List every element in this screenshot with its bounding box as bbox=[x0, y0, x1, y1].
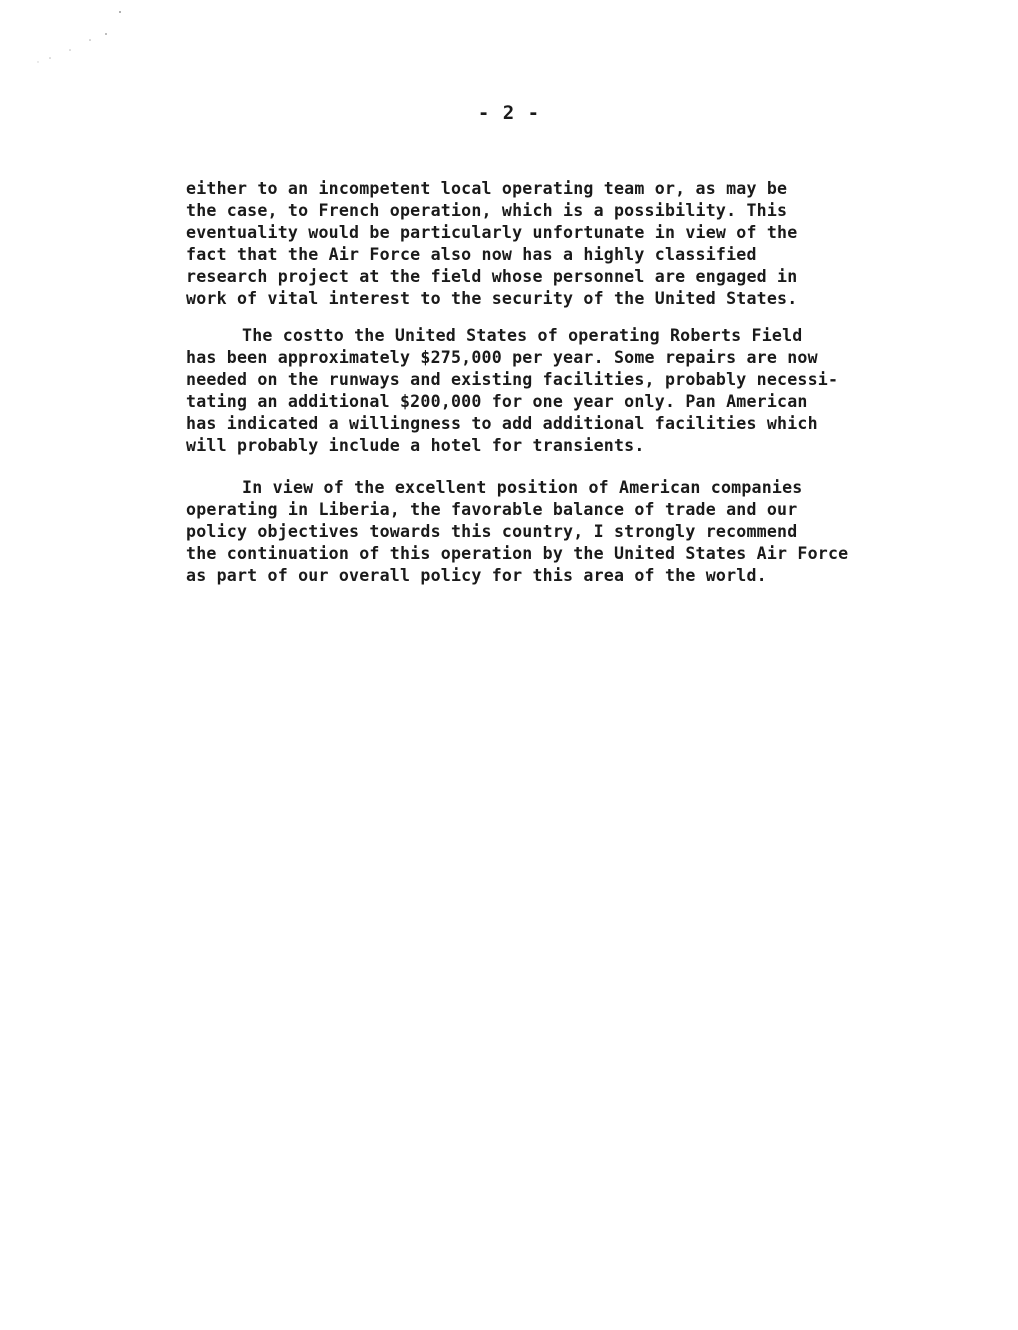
paragraph-2-line-5: has indicated a willingness to add additional facilities which bbox=[186, 414, 818, 433]
paragraph-3-line-5: as part of our overall policy for this area of the world. bbox=[186, 566, 767, 585]
paragraph-1-line-4: fact that the Air Force also now has a highly classified bbox=[186, 245, 757, 264]
paragraph-1-line-3: eventuality would be particularly unfortunate in view of the bbox=[186, 223, 798, 242]
paragraph-3-line-1: In view of the excellent position of American companies bbox=[242, 478, 803, 497]
paragraph-1-line-1: either to an incompetent local operating team or, as may be bbox=[186, 179, 788, 198]
paragraph-3-line-3: policy objectives towards this country, I strongly recommend bbox=[186, 522, 798, 541]
paragraph-2-line-2: has been approximately $275,000 per year. Some repairs are now bbox=[186, 348, 818, 367]
paragraph-3-line-4: the continuation of this operation by the United States Air Force bbox=[186, 544, 849, 563]
paragraph-1-line-5: research project at the field whose personnel are engaged in bbox=[186, 267, 798, 286]
paragraph-3-line-2: operating in Liberia, the favorable balance of trade and our bbox=[186, 500, 798, 519]
paper-specks-decoration bbox=[20, 0, 130, 80]
paragraph-2-line-4: tating an additional $200,000 for one year only. Pan American bbox=[186, 392, 808, 411]
paragraph-2-line-6: will probably include a hotel for transients. bbox=[186, 436, 645, 455]
paragraph-1-line-6: work of vital interest to the security of the United States. bbox=[186, 289, 798, 308]
paragraph-1-line-2: the case, to French operation, which is a possibility. This bbox=[186, 201, 788, 220]
paragraph-2-line-1: The costto the United States of operating Roberts Field bbox=[242, 326, 803, 345]
paragraph-2-line-3: needed on the runways and existing facilities, probably necessi- bbox=[186, 370, 839, 389]
page-number: - 2 - bbox=[477, 102, 541, 124]
